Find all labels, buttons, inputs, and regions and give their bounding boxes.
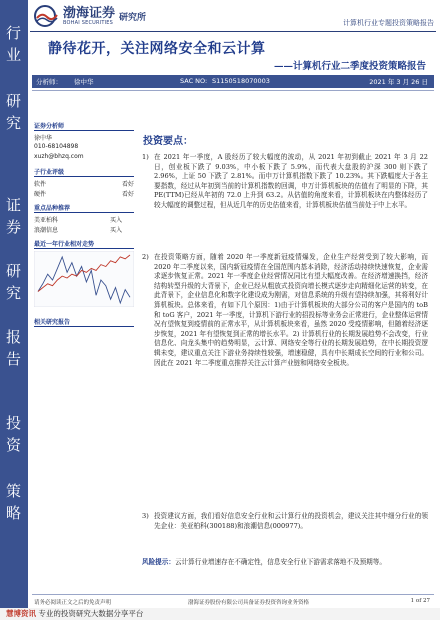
point-text: 在 2021 年一季度，A 股经历了较大幅度的波动，从 2021 年初到截止 2021 年 3 月 22 日，创业板下跌了 9.03%，中小板下跌了 5.9%，而代表大盘股的沪深 300 则下跌了 2.96%，上证 50 下跌了 2.81%。而申万计算机指数下跌了 10.23%。其下跌幅度大于各主要指数，经过从年初到当前的计算机指数的回调，申万计算机板块的估值有了明显的下降，其 PE(TTM)已经从年初的 72.0 上升到 63.2。从估值的角度来看，计算机板块在内整体经历了较大幅度的调整过程，但从近几年的历史估值来看，计算机板块估值当前处于中上水平。	[154, 153, 428, 209]
point-number: 3)	[142, 512, 149, 520]
banner-text: 专业的投资研究大数据分享平台	[36, 609, 144, 618]
relative-trend-chart	[34, 251, 134, 307]
key-point-2	[142, 253, 428, 368]
sidebar-char: 策	[5, 482, 22, 500]
stock-rating: 买入	[109, 227, 122, 234]
header-divider	[30, 31, 436, 32]
sidebar-char: 行	[5, 24, 22, 42]
logo-name-en: BOHAI SECURITIES	[63, 19, 114, 26]
sidebar-char: 券	[5, 218, 22, 236]
analyst-email[interactable]: xuzh@bhzq.com	[34, 153, 84, 160]
sidebar-char: 告	[5, 350, 22, 368]
analyst-heading: 证券分析师	[34, 123, 65, 130]
stock-picks-heading: 重点品种推荐	[34, 205, 71, 212]
wave-logo-icon	[34, 5, 60, 27]
analyst-label: 分析师：	[36, 78, 62, 86]
key-points-heading: 投资要点：	[143, 136, 193, 147]
logo-name-cn: 渤海证券	[63, 5, 116, 21]
trend-chart-svg	[34, 251, 134, 307]
related-reports-heading: 相关研究报告	[34, 319, 71, 326]
sidebar	[0, 0, 28, 620]
bottom-banner[interactable]	[0, 608, 440, 620]
section-divider	[34, 248, 134, 249]
sidebar-char: 究	[5, 284, 22, 302]
section-divider	[34, 176, 134, 177]
point-text: 投资建议方面，我们看好信息安全行业和云计算行业的投资机会，建议关注其中细分行业的领先企业：美亚柏科(300188)和浪潮信息(000977)。	[154, 512, 428, 530]
sidebar-char: 略	[5, 504, 22, 522]
sac-label: SAC NO:	[180, 77, 208, 85]
sidebar-char: 投	[5, 414, 22, 432]
key-point-3	[142, 512, 428, 531]
report-date: 2021 年 3 月 26 日	[369, 78, 428, 86]
disclaimer-note: 请务必阅读正文之后的免责声明	[34, 600, 112, 606]
sidebar-char: 报	[5, 328, 22, 346]
point-number: 1)	[142, 153, 149, 161]
sidebar-char: 研	[5, 262, 22, 280]
analyst-name: 徐中华	[34, 135, 53, 142]
page-number: 1 of 27	[410, 598, 430, 604]
sidebar-char: 究	[5, 114, 22, 132]
point-number: 2)	[142, 253, 149, 261]
stock-name: 美亚柏科	[34, 217, 59, 224]
chart-heading: 最近一年行业相对走势	[34, 241, 95, 248]
sub-industry-heading: 子行业评级	[34, 169, 65, 176]
risk-label: 风险提示：	[142, 558, 175, 566]
company-logo	[34, 2, 146, 30]
rating-name: 硬件	[34, 191, 47, 198]
sidebar-char: 资	[5, 436, 22, 454]
info-divider	[32, 90, 434, 91]
banner-brand: 慧博资讯	[6, 609, 36, 618]
institute-name: 研究所	[119, 12, 147, 23]
risk-text: 云计算行业增速存在不确定性，信息安全行业下游需求落地不及预期等。	[174, 558, 386, 566]
company-qualification: 渤海证券股份有限公司具备证券投资咨询业务资格	[188, 600, 310, 606]
section-divider	[34, 130, 134, 131]
report-subtitle: ——计算机行业二季度投资策略报告	[273, 61, 426, 72]
sac-number: S1150518070003	[212, 77, 270, 85]
sidebar-char: 证	[5, 196, 22, 214]
section-divider	[34, 212, 134, 213]
info-bar	[32, 75, 434, 88]
point-text: 在投资策略方面，随着 2020 年一季度新冠疫情爆发，企业生产经营受到了较大影响，而 2020 年二季度以来，国内新冠疫情在全国范围内基本消除，经济活动持续快速恢复，企业需求逐步恢复正常。2021 年一季度企业经营情况同比有望大幅度改善。在经济增速换挡，经济结构转型升级的大背景下，企业已经从粗放式投资向增长模式逐步走向精细化运营的转变，在此背景下，企业信息化和数字化建设成为刚需，对信息系统的升级有望持续加强，其将利好计算机板块。总体来看，有如下几个原因：1)由于计算机板块的大部分公司的客户是国内的 toB 和 toG 客户，2021 年一季度，计算机下游行业的招投标等业务会正常进行，企业整体运营情况有望恢复到疫情前的正常水平，从计算机板块来看，虽然 2020 受疫情影响，但随着经济逐步恢复，2021 年有望恢复到正常的增长水平。2) 计算机行业的长期发展趋势不会改变，行业信息化、向龙头集中的趋势明显，云计算、网络安全等行业的长期发展趋势，在中长期投资逻辑未变，建议重点关注下游业务持续性较强，增速稳健，具有中长期成长空间的行业和公司。因此在 2021 年二季度重点推荐关注云计算产业链和网络安全板块。	[154, 253, 428, 367]
analyst-phone: 010-68104898	[34, 143, 79, 150]
risk-warning	[142, 558, 428, 568]
rating-value: 看好	[121, 181, 134, 188]
stock-name: 浪潮信息	[34, 227, 59, 234]
sidebar-char: 业	[5, 46, 22, 64]
sidebar-char: 研	[5, 92, 22, 110]
analyst-name: 徐中华	[74, 78, 94, 86]
stock-rating: 买入	[109, 217, 122, 224]
rating-name: 软件	[34, 181, 47, 188]
key-point-1	[142, 153, 428, 211]
section-divider	[34, 326, 134, 327]
report-title: 静待花开，关注网络安全和云计算	[48, 41, 266, 57]
report-type: 计算机行业专题投资策略报告	[343, 19, 434, 27]
footer-divider	[32, 594, 434, 595]
rating-value: 看好	[121, 191, 134, 198]
